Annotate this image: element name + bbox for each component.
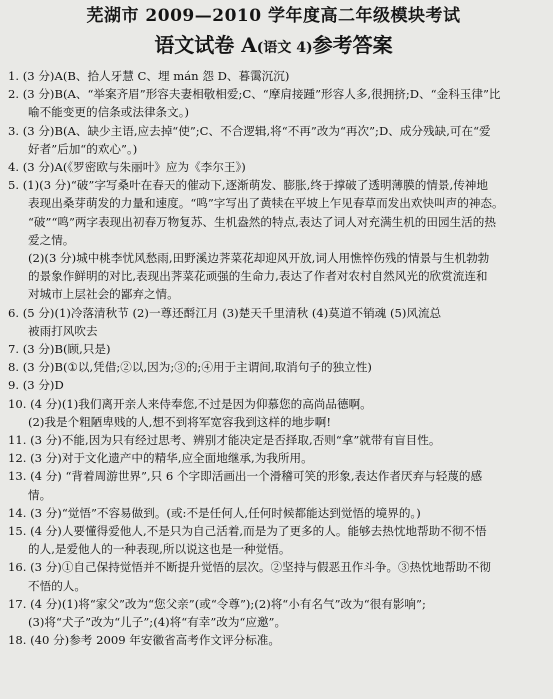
answer-11: 11. (3 分)不能,因为只有经过思考、辨别才能决定是否择取,否则“拿”就带有盲目性。 xyxy=(8,433,441,448)
answer-12: 12. (3 分)对于文化遗产中的精华,应全面地继承,为我所用。 xyxy=(8,451,313,466)
answer-14: 14. (3 分)“觉悟”不容易做到。(或:不是任何人,任何时候都能达到觉悟的境界的。) xyxy=(8,505,421,520)
answer-1: 1. (3 分)A(B、拾人牙慧 C、埋 mán 怨 D、暮霭沉沉) xyxy=(8,69,290,83)
answer-16-cont: 不悟的人。 xyxy=(28,578,86,593)
answer-8: 8. (3 分)B(①以,凭借;②以,因为;③的;④用于主谓间,取消句子的独立性) xyxy=(8,360,372,375)
answer-5-1-cont: 爱之情。 xyxy=(28,232,75,247)
answer-3: 3. (3 分)B(A、缺少主语,应去掉“使”;C、不合逻辑,将“不再”改为“再次”;D、成分残缺,可在“爱 xyxy=(8,123,491,138)
answer-3-cont: 好者”后加“的欢心”。) xyxy=(28,141,138,156)
answer-6-cont: 被雨打风吹去 xyxy=(28,323,98,338)
paper-title xyxy=(8,26,539,61)
answer-6: 6. (5 分)(1)冷落清秋节 (2)一尊还酹江月 (3)楚天千里清秋 (4)莫道不销魂 (5)风流总 xyxy=(8,305,442,320)
answer-13: 13. (4 分) “背着周游世界”,只 6 个字即活画出一个滑稽可笑的形象,表达作者厌弃与轻蔑的感 xyxy=(8,469,483,484)
answer-2: 2. (3 分)B(A、“举案齐眉”形容夫妻相敬相爱;C、“摩肩接踵”形容人多,很拥挤;D、“金科玉律”比 xyxy=(8,87,501,102)
header xyxy=(8,0,539,61)
answer-15-cont: 的人,是爱他人的一种表现,所以说这也是一种觉悟。 xyxy=(28,542,291,557)
answer-10-1: 10. (4 分)(1)我们离开亲人来侍奉您,不过是因为仰慕您的高尚品德啊。 xyxy=(8,396,372,411)
answer-13-cont: 情。 xyxy=(28,487,52,502)
answer-list xyxy=(8,67,539,650)
answer-5-2-cont: 对城市上层社会的鄙弃之情。 xyxy=(28,287,179,302)
answer-15: 15. (4 分)人要懂得爱他人,不是只为自己活着,而是为了更多的人。能够去热忱地帮助不彻不悟 xyxy=(8,524,487,539)
paper-title-paren: (语文 4) xyxy=(256,40,313,56)
answer-7: 7. (3 分)B(顾,只是) xyxy=(8,342,111,357)
answer-5-1-cont: “破”“鸣”两字表现出初春万物复苏、生机盎然的特点,表达了词人对充满生机的田园生活的热 xyxy=(28,214,496,229)
answer-17: 17. (4 分)(1)将“家父”改为“您父亲”(或“令尊”);(2)将“小有名气”改为“很有影响”; xyxy=(8,596,426,611)
answer-10-2: (2)我是个粗陋卑贱的人,想不到将军宽容我到这样的地步啊! xyxy=(28,414,332,429)
answer-16: 16. (3 分)①自己保持觉悟并不断提升觉悟的层次。②坚持与假恶丑作斗争。③热忱地帮助不彻 xyxy=(8,560,491,575)
answer-2-cont: 喻不能变更的信条或法律条文。) xyxy=(28,105,190,120)
answer-4: 4. (3 分)A(《罗密欧与朱丽叶》应为《李尔王》) xyxy=(8,160,246,175)
answer-5-1-cont: 表现出桑芽萌发的力量和速度。“鸣”字写出了黄犊在平坡上乍见春草而发出欢快叫声的神态。 xyxy=(28,196,504,211)
exam-title: 芜湖市 2009—2010 学年度高二年级模块考试 xyxy=(86,6,461,26)
answer-5-2: (2)(3 分)城中桃李忧风愁雨,田野溪边荠菜花却迎风开放,词人用憔悴伤残的情景与生机勃勃 xyxy=(28,251,490,266)
paper-title-main: 语文试卷 A xyxy=(154,33,257,57)
answer-18: 18. (40 分)参考 2009 年安徽省高考作文评分标准。 xyxy=(8,633,280,648)
answer-5-1: 5. (1)(3 分)“破”字写桑叶在春天的催动下,逐渐萌发、膨胀,终于撑破了透明薄膜的情景,传神地 xyxy=(8,178,488,193)
answer-17-cont: (3)将“犬子”改为“儿子”;(4)将“有幸”改为“应邀”。 xyxy=(28,615,287,630)
paper-title-tail: 参考答案 xyxy=(312,33,393,57)
answer-9: 9. (3 分)D xyxy=(8,378,64,393)
answer-5-2-cont: 的景象作鲜明的对比,表现出荠菜花顽强的生命力,表达了作者对农村自然风光的欣赏流连和 xyxy=(28,269,488,284)
